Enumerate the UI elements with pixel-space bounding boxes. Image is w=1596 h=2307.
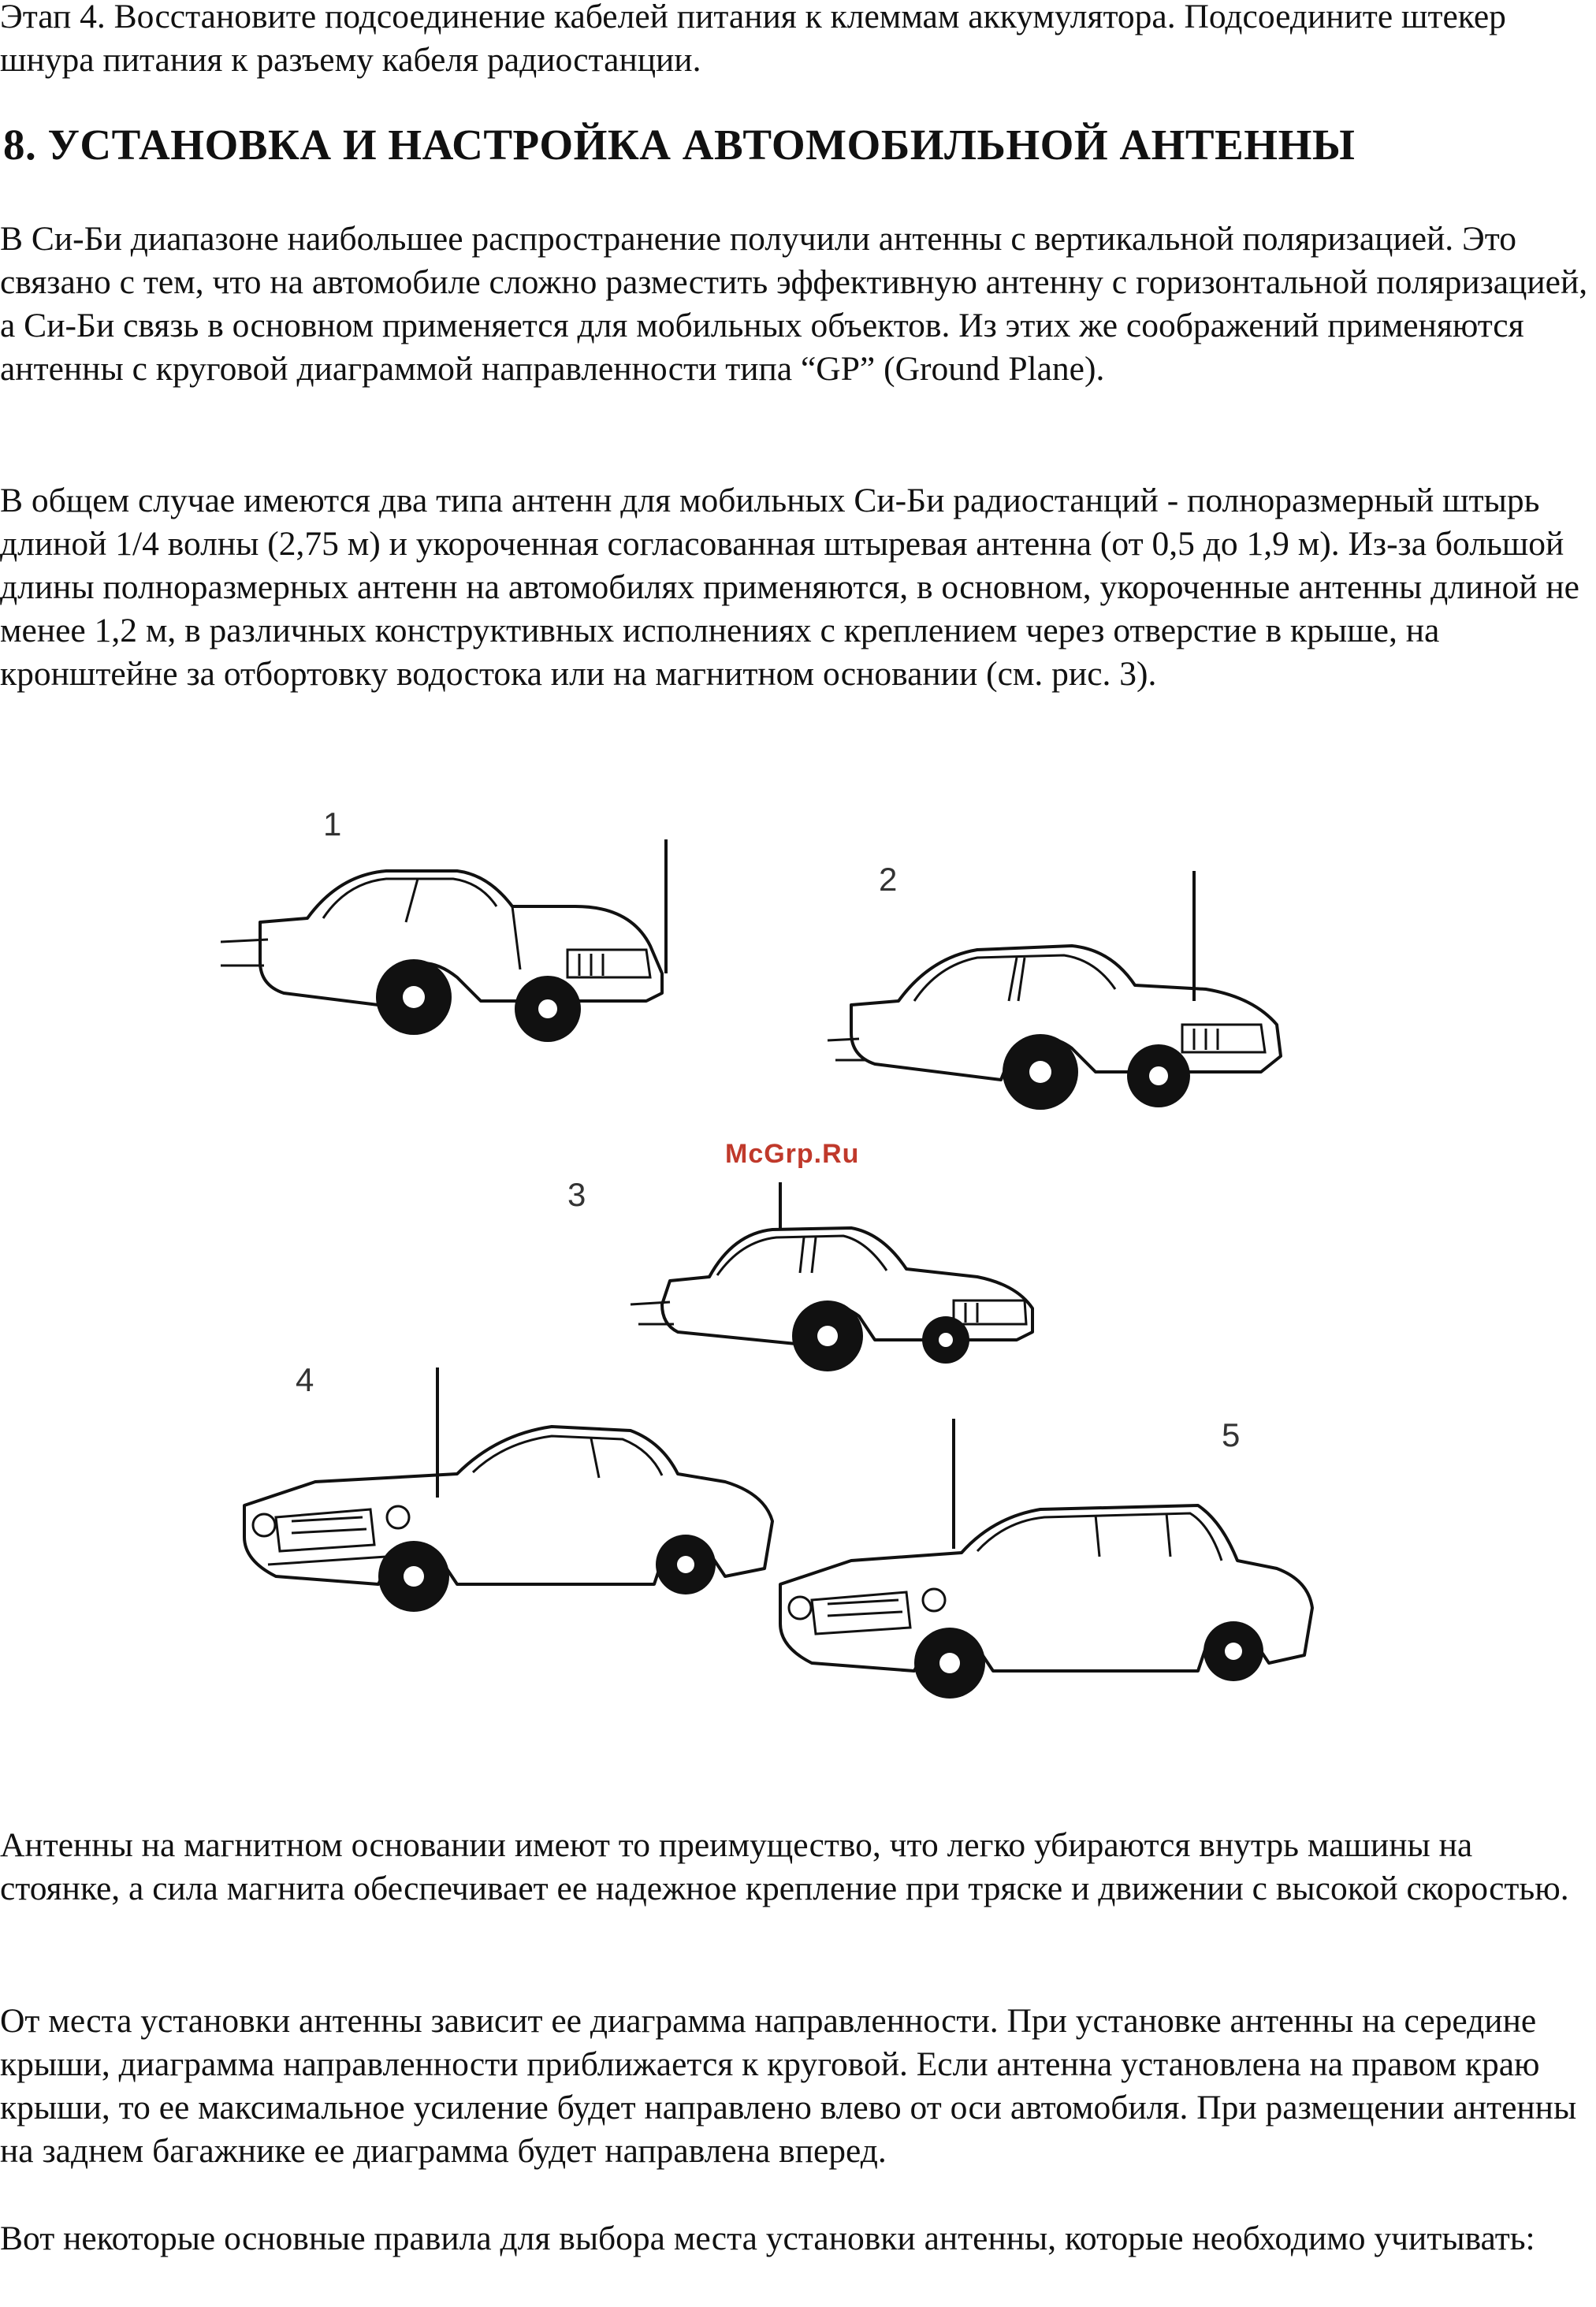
intro-paragraph: Этап 4. Восстановите подсоединение кабелей питания к клеммам аккумулятора. Подсоедините штекер шнура питания к разъему кабеля радиостанции. (0, 0, 1506, 79)
paragraph-radiation-pattern: От места установки антенны зависит ее диаграмма направленности. При установке антенны на середине крыши, диаграмма направленности приближается к круговой. Если антенна установлена на правом краю крыши, то ее максимальное усиление будет направлено влево от оси автомобиля. При размещении антенны на заднем багажнике ее диаграмма будет направлена вперед. (0, 2002, 1577, 2170)
paragraph-placement-rules: Вот некоторые основные правила для выбора места установки антенны, которые необходимо учитывать: (0, 2220, 1535, 2257)
car-illustration-4 (244, 1361, 772, 1612)
car-illustration-1 (221, 806, 666, 1042)
figure-label-4: 4 (296, 1361, 314, 1398)
section-heading: 8. УСТАНОВКА И НАСТРОЙКА АВТОМОБИЛЬНОЙ АНТЕННЫ (3, 121, 1356, 169)
watermark: McGrp.Ru (725, 1139, 860, 1169)
figure-label-3: 3 (567, 1176, 586, 1213)
paragraph-magnetic-base: Антенны на магнитном основании имеют то преимущество, что легко убираются внутрь машины на стоянке, а сила магнита обеспечивает ее надежное крепление при тряске и движении с высокой скоростью. (0, 1826, 1569, 1907)
antenna-mounting-figure (221, 788, 1387, 1766)
car-illustration-2 (828, 861, 1281, 1110)
figure-label-2: 2 (879, 861, 898, 898)
car-illustration-3 (567, 1176, 1032, 1371)
paragraph-polarization: В Си-Би диапазоне наибольшее распространение получили антенны с вертикальной поляризацией. Это связано с тем, что на автомобиле сложно разместить эффективную антенну с горизонтальной поляризацией, а Си-Би связь в основном применяется для мобильных объектов. Из этих же соображений применяются антенны с круговой диаграммой направленности типа “GP” (Ground Plane). (0, 220, 1588, 388)
figure-label-5: 5 (1222, 1416, 1241, 1453)
paragraph-antenna-types: В общем случае имеются два типа антенн для мобильных Си-Би радиостанций - полноразмерный штырь длиной 1/4 волны (2,75 м) и укороченная согласованная штыревая антенна (от 0,5 до 1,9 м). Из-за большой длины полноразмерных антенн на автомобилях применяются, в основном, укороченные антенны длиной не менее 1,2 м, в различных конструктивных исполнениях с креплением через отверстие в крыше, на кронштейне за отбортовку водостока или на магнитном основании (см. рис. 3). (0, 482, 1579, 693)
figure-label-1: 1 (323, 806, 342, 843)
car-illustration-5 (780, 1416, 1312, 1699)
